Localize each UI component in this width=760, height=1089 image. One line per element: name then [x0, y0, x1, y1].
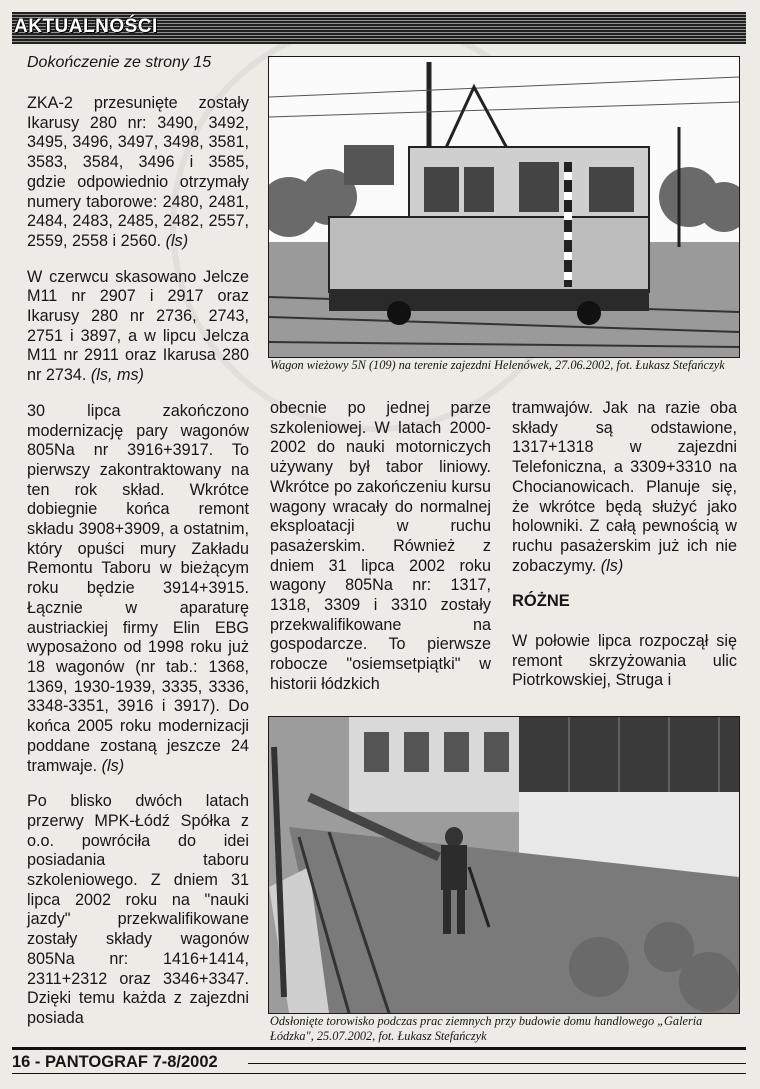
- continuation-note: Dokończenie ze strony 15: [27, 54, 212, 71]
- paragraph: W czerwcu skasowano Jelcze M11 nr 2907 i 2917 oraz Ikarusy 280 nr 2736, 2743, 2751 i 3897, a w lipcu Jelcza M11 nr 2911 oraz Ikarusa 280 nr 2734. (ls, ms): [27, 267, 249, 385]
- track-excavation-photo: [268, 716, 740, 1014]
- paragraph: obecnie po jednej parze szkoleniowej. W latach 2000-2002 do nauki motorniczych używany był tabor liniowy. Wkrótce po zakończeniu kursu wagony wracały do normalnej eksploatacji w ruchu pasażerskim. Również z dniem 31 lipca 2002 roku wagony 805Na nr: 1317, 1318, 3309 i 3310 zostały przekwalifikowane na gospodarcze. To pierwsze robocze "osiemsetpiątki" w historii łódzkich: [270, 399, 491, 693]
- footer-rule: [12, 1047, 746, 1050]
- section-title: AKTUALNOŚCI: [14, 16, 158, 37]
- author-initials: (ls): [165, 231, 189, 250]
- author-initials: (ls, ms): [90, 366, 144, 385]
- tram-tower-wagon-photo: [268, 56, 740, 358]
- excavation-photo-image: [269, 717, 739, 1013]
- author-initials: (ls): [101, 756, 125, 775]
- paragraph: ZKA-2 przesunięte zostały Ikarusy 280 nr: 3490, 3492, 3495, 3496, 3497, 3498, 3581, 3583, 3584, 3496 i 3585, gdzie odpowiednio otrzymały numery taborowe: 2480, 2481, 2484, 2483, 2485, 2482, 2557, 2559, 2558 i 2560. (ls): [27, 94, 249, 250]
- paragraph: tramwajów. Jak na razie oba składy są odstawione, 1317+1318 w zajezdni Telefoniczna, a 3309+3310 na Chocianowicach. Planuje się, że wkrótce będą służyć jako holowniki. Z całą pewnością w ruchu pasażerskim już ich nie zobaczymy. (ls): [512, 399, 737, 575]
- article-column-2: [270, 399, 491, 711]
- paragraph: W połowie lipca rozpoczął się remont skrzyżowania ulic Piotrkowskiej, Struga i: [512, 632, 737, 690]
- subheading-rozne: RÓŻNE: [512, 592, 570, 611]
- footer-divider: [248, 1063, 746, 1064]
- footer-rule-bottom: [12, 1073, 746, 1074]
- paragraph: Po blisko dwóch latach przerwy MPK-Łódź Spółka z o.o. powróciła do idei posiadania taboru szkoleniowego. Z dniem 31 lipca 2002 roku na "nauki jazdy" przekwalifikowane zostały składy wagonów 805Na nr: 1416+1414, 2311+2312 oraz 3346+3347. Dzięki temu każda z zajezdni posiada: [27, 792, 249, 1027]
- paragraph: 30 lipca zakończono modernizację pary wagonów 805Na nr 3916+3917. To pierwszy zakontraktowany na ten rok skład. Wkrótce dobiegnie końca remont składu 3908+3909, a ostatnim, który opuści mury Zakładu Remontu Taboru w bieżącym roku będzie 3914+3915. Łącznie w aparaturę austriackiej firmy Elin EBG wyposażono od 1998 roku już 18 wagonów (nr tab.: 1368, 1369, 1930-1939, 3335, 3336, 3348-3351, 3916 i 3917). Do końca 2005 roku modernizacji poddane zostaną jeszcze 24 tramwaje. (ls): [27, 401, 249, 775]
- photo2-caption: Odsłonięte torowisko podczas prac ziemnych przy budowie domu handlowego „Galeria Łódzka", 25.07.2002, fot. Łukasz Stefańczyk: [270, 1014, 703, 1043]
- author-initials: (ls): [600, 556, 624, 575]
- photo1-caption: Wagon wieżowy 5N (109) na terenie zajezdni Helenówek, 27.06.2002, fot. Łukasz Stefańczyk: [270, 358, 725, 372]
- article-column-1: [27, 94, 249, 1045]
- page-footer-label: 16 - PANTOGRAF 7-8/2002: [12, 1053, 218, 1071]
- article-column-3: [512, 399, 737, 707]
- tram-photo-image: [269, 57, 739, 357]
